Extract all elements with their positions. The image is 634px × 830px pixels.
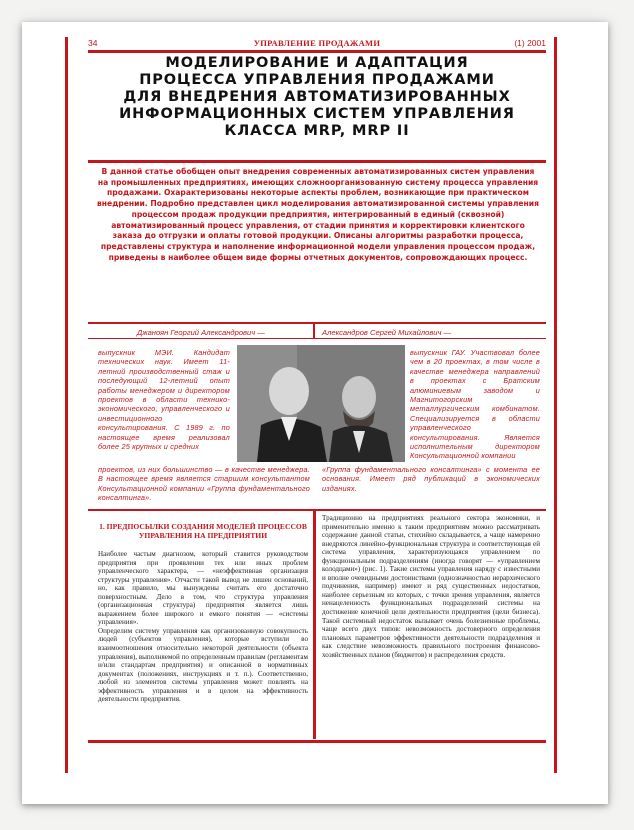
issue-number: (1) 2001 (514, 38, 546, 48)
article-title (92, 55, 542, 140)
body-paragraph: Наиболее частым диагнозом, который ставится руководством предприятия при проявлении тех или иных проблем управленческого характера, — «неэффективная организация структуры управления». Отчасти такой вывод не лишен оснований, но, как правило, мы вынуждены считать его достаточно поверхностным. Дело в том, что структура управления (организационная структура) предприятия является лишь выражением более широкого и емкого понятия — «системы управления». (98, 550, 308, 627)
title-rule (88, 160, 546, 163)
author-2-name: Александров Сергей Михайлович — (322, 328, 452, 337)
running-header (88, 38, 546, 53)
abstract: В данной статье обобщен опыт внедрения современных автоматизированных систем управления на промышленных предприятиях, имеющих сложноорганизованную систему процесса управления продажами. Охарактеризованы некоторые аспекты проблем, возникающие при практическом внедрении. Подробно представлен цикл моделирования автоматизированной системы управления процессом продаж продукции предприятия, интегрированный в единый (сквозной) автоматизированный процесс управления, от стадии принятия и корректировки клиентского заказа до отгрузки и оплаты готовой продукции. Описаны алгоритмы разработки процесса, представлены структура и наполнение информационной модели управления процессом продаж, приведены в наиболее общем виде формы отчетных документов, сопровождающих процесс. (97, 167, 539, 262)
right-column (322, 514, 540, 659)
author-1-bio-continued: проектов, из них большинство — в качестве менеджера. В настоящее время является старшим консультантом Консультационной компании «Группа фундаментального консалтинга». (98, 465, 310, 503)
page-number: 34 (88, 38, 98, 48)
column-divider (313, 511, 316, 739)
author-2-bio: выпускник ГАУ. Участвовал более чем в 20 проектах, в том числе в качестве менеджера направлений в проектах с Братским алюминиевым заводом и Магнитогорским металлургическим комбинатом. Специализируется в области управленческого консультирования. Является исполнительным директором Консультационной компании (410, 348, 540, 461)
bio-rule (88, 509, 546, 511)
title-line: ДЛЯ ВНЕДРЕНИЯ АВТОМАТИЗИРОВАННЫХ (123, 89, 511, 105)
title-line: КЛАССА MRP, MRP II (224, 123, 410, 139)
author-1-name: Джаноян Георгий Александрович — (137, 328, 265, 337)
title-line: МОДЕЛИРОВАНИЕ И АДАПТАЦИЯ (165, 55, 469, 71)
title-line: ИНФОРМАЦИОННЫХ СИСТЕМ УПРАВЛЕНИЯ (119, 106, 515, 122)
author-2-bio-continued: «Группа фундаментального консалтинга» с момента ее основания. Имеет ряд публикаций в экономических изданиях. (322, 465, 540, 493)
body-paragraph: Определим систему управления как организованную совокупность людей (субъектов управления), которые вступили во взаимоотношения относительно некоторой деятельности (объекта управления), выполняемой по определенным правилам (регламентам и/или стандартам предприятия) и описанной в нормативных документах (положениях, инструкциях и т. п.). Соответственно, любой из элементов системы управления может повлиять на эффективность управления и в целом на эффективность деятельности предприятия. (98, 626, 308, 704)
section-title: 1. ПРЕДПОСЫЛКИ СОЗДАНИЯ МОДЕЛЕЙ ПРОЦЕССОВ УПРАВЛЕНИЯ НА ПРЕДПРИЯТИИ (99, 522, 307, 540)
author-1-bio: выпускник МЭИ. Кандидат технических наук. Имеет 11-летний производственный стаж и последующий 12-летний опыт работы менеджером и директором проектов в области технико-экономического, управленческого и инвестиционного консультирования. С 1989 г. по настоящее время реализовал более 25 крупных и средних (98, 348, 230, 452)
body-paragraph: Традиционно на предприятиях реального сектора экономики, и применительно именно к таким предприятиям можно рассматривать содержание данной статьи, стихийно складывается, а чаще намеренно внедряются линейно-функциональная структура и соответствующая ей система управления, характеризующаяся управлением по функциональным подразделениям (иногда говорят — «управлением колодцами») (рис. 1). Такие системы управления наряду с известными и вполне очевидными достоинствами (однозначностью иерархического подчинения, например) имеют и ряд существенных недостатков, наиболее серьезным из которых, с точки зрения управления, является ненацеленность функциональных подразделений системы на достижение конечной цели деятельности предприятия (цели бизнеса). Такой системный недостаток вызывает очень болезненные проблемы, чаще всего двух типов: невозможность достоверного определения плановых параметров эффективности деятельности подразделения и как следствие невозможность правильного построения финансово-хозяйственных планов (бюджетов) и распределения средств. (322, 514, 540, 659)
author-divider (313, 324, 315, 338)
left-column (98, 550, 308, 704)
title-line: ПРОЦЕССА УПРАВЛЕНИЯ ПРОДАЖАМИ (139, 72, 495, 88)
abstract-rule (88, 322, 546, 324)
section-heading: УПРАВЛЕНИЕ ПРОДАЖАМИ (253, 38, 381, 48)
authors-photo (237, 345, 405, 462)
authors-rule (88, 338, 546, 339)
bottom-rule (88, 740, 546, 743)
